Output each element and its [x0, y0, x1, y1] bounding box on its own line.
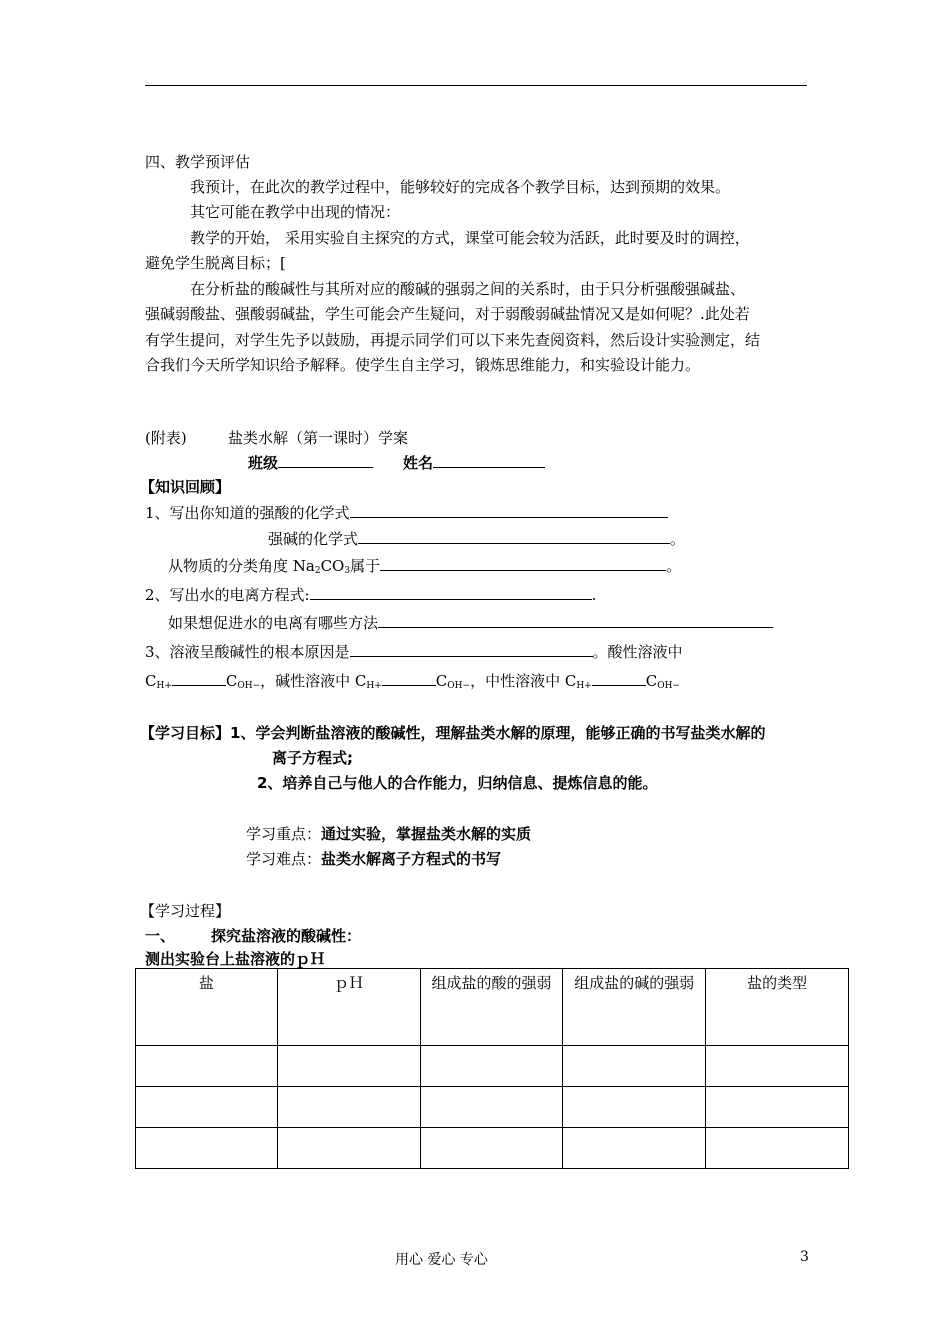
- table-cell[interactable]: [277, 1046, 420, 1087]
- class-label: 班级: [248, 454, 279, 472]
- measure-instruction: 测出实验台上盐溶液的ｐＨ: [145, 950, 326, 968]
- subscript: 2: [314, 566, 321, 576]
- header-rule: [145, 85, 807, 86]
- header-cell: ｐＨ: [277, 969, 420, 1046]
- question-text: 从物质的分类角度 Na: [168, 557, 315, 575]
- paragraph: 在分析盐的酸碱性与其所对应的酸碱的强弱之间的关系时，由于只分析强酸强碱盐、: [190, 280, 746, 298]
- table-cell[interactable]: [136, 1046, 278, 1087]
- table-cell[interactable]: [420, 1046, 563, 1087]
- process-subheading-num: 一、: [145, 927, 176, 945]
- symbol: C: [225, 672, 238, 690]
- table-cell[interactable]: [136, 1087, 278, 1128]
- table-cell[interactable]: [563, 1046, 706, 1087]
- paragraph: 合我们今天所学知识给予解释。使学生自主学习，锻炼思维能力，和实验设计能力。: [145, 356, 701, 374]
- table-cell[interactable]: [277, 1087, 420, 1128]
- header-cell: 组成盐的酸的强弱: [420, 969, 563, 1046]
- answer-blank[interactable]: [350, 503, 668, 518]
- question-text: 2、写出水的电离方程式:: [145, 586, 310, 604]
- name-label: 姓名: [403, 454, 434, 472]
- header-cell: 盐: [136, 969, 278, 1046]
- punctuation: .: [591, 586, 597, 604]
- table-cell[interactable]: [420, 1128, 563, 1169]
- question-text: 3、溶液呈酸碱性的根本原因是: [145, 643, 350, 661]
- header-cell: 组成盐的碱的强弱: [563, 969, 706, 1046]
- key-text: 通过实验，掌握盐类水解的实质: [321, 825, 532, 843]
- question-text: 如果想促进水的电离有哪些方法: [168, 614, 379, 632]
- question-text: 1、写出你知道的强酸的化学式: [145, 504, 350, 522]
- table-header-row: [136, 969, 849, 1046]
- table-cell[interactable]: [706, 1046, 849, 1087]
- subscript: H+: [576, 681, 592, 691]
- table-cell[interactable]: [563, 1128, 706, 1169]
- table-row: [136, 1128, 849, 1169]
- question-2b: [168, 613, 773, 633]
- answer-blank[interactable]: [350, 642, 593, 657]
- salt-table: [135, 968, 849, 1169]
- paragraph: 强碱弱酸盐、强酸弱碱盐，学生可能会产生疑问，对于弱酸弱碱盐情况又是如何呢？.此处若: [145, 305, 750, 323]
- appendix-title: 盐类水解（第一课时）学案: [228, 429, 409, 447]
- subscript: H+: [366, 681, 382, 691]
- difficult-point: [246, 849, 501, 869]
- key-label: 学习重点：: [246, 825, 322, 843]
- table-row: [136, 1087, 849, 1128]
- appendix-label: (附表): [145, 429, 187, 447]
- process-heading: 【学习过程】: [140, 902, 231, 920]
- goals-line-1: [140, 723, 765, 743]
- symbol: C: [354, 672, 367, 690]
- goals-label: 【学习目标】: [140, 724, 231, 742]
- subscript: H+: [156, 681, 172, 691]
- answer-blank[interactable]: [358, 529, 670, 544]
- paragraph: 其它可能在教学中出现的情况：: [190, 203, 401, 221]
- header-cell: 盐的类型: [706, 969, 849, 1046]
- review-heading: 【知识回顾】: [140, 478, 231, 496]
- table-cell[interactable]: [563, 1087, 706, 1128]
- answer-blank[interactable]: [382, 671, 436, 686]
- paragraph: 教学的开始， 采用实验自主探究的方式，课堂可能会较为活跃，此时要及时的调控，: [190, 229, 750, 247]
- name-field: [403, 453, 545, 473]
- question-3a: [145, 642, 683, 662]
- class-field: [248, 453, 373, 473]
- punctuation: 。: [666, 557, 682, 575]
- answer-blank[interactable]: [172, 671, 226, 686]
- question-3b: [145, 671, 680, 696]
- subscript: OH−: [657, 681, 680, 691]
- table-row: [136, 1046, 849, 1087]
- goal-text: 离子方程式;: [272, 749, 353, 767]
- table-cell[interactable]: [136, 1128, 278, 1169]
- answer-blank[interactable]: [310, 585, 592, 600]
- table-cell[interactable]: [277, 1128, 420, 1169]
- subscript: OH−: [447, 681, 471, 691]
- paragraph: 有学生提问，对学生先予以鼓励，再提示同学们可以下来先查阅资料，然后设计实验测定，结: [145, 331, 761, 349]
- question-text: ，中性溶液中: [470, 672, 565, 690]
- punctuation: 。: [670, 530, 686, 548]
- key-point: [246, 824, 531, 844]
- answer-blank[interactable]: [380, 556, 666, 571]
- goal-text: 2、培养自己与他人的合作能力，归纳信息、提炼信息的能。: [257, 774, 658, 792]
- question-text: ，碱性溶液中: [260, 672, 355, 690]
- symbol: C: [435, 672, 448, 690]
- subscript: 3: [344, 566, 351, 576]
- symbol: C: [145, 672, 157, 690]
- question-text: 强碱的化学式: [268, 530, 359, 548]
- question-text: 。酸性溶液中: [592, 643, 683, 661]
- name-blank[interactable]: [433, 453, 545, 468]
- difficult-label: 学习难点：: [246, 850, 322, 868]
- question-1a: [145, 503, 668, 523]
- page-number: 3: [800, 1249, 809, 1265]
- symbol: C: [564, 672, 577, 690]
- footer-motto: 用心 爱心 专心: [395, 1252, 488, 1268]
- subscript: OH−: [237, 681, 261, 691]
- table-cell[interactable]: [706, 1087, 849, 1128]
- goal-text: 1、学会判断盐溶液的酸碱性，理解盐类水解的原理，能够正确的书写盐类水解的: [230, 724, 766, 742]
- paragraph: 避免学生脱离目标；[: [145, 254, 286, 272]
- answer-blank[interactable]: [378, 613, 773, 628]
- table-cell[interactable]: [420, 1087, 563, 1128]
- table-cell[interactable]: [706, 1128, 849, 1169]
- section-heading: 四、教学预评估: [145, 153, 251, 171]
- answer-blank[interactable]: [592, 671, 646, 686]
- class-blank[interactable]: [278, 453, 373, 468]
- symbol: C: [645, 672, 658, 690]
- question-text: 属于: [350, 557, 381, 575]
- question-1c: [168, 556, 681, 581]
- process-subheading: 探究盐溶液的酸碱性：: [211, 927, 362, 945]
- question-text: CO: [320, 557, 345, 575]
- difficult-text: 盐类水解离子方程式的书写: [321, 850, 502, 868]
- question-2a: [145, 585, 596, 605]
- question-1b: [268, 529, 685, 549]
- paragraph: 我预计，在此次的教学过程中，能够较好的完成各个教学目标，达到预期的效果。: [190, 178, 731, 196]
